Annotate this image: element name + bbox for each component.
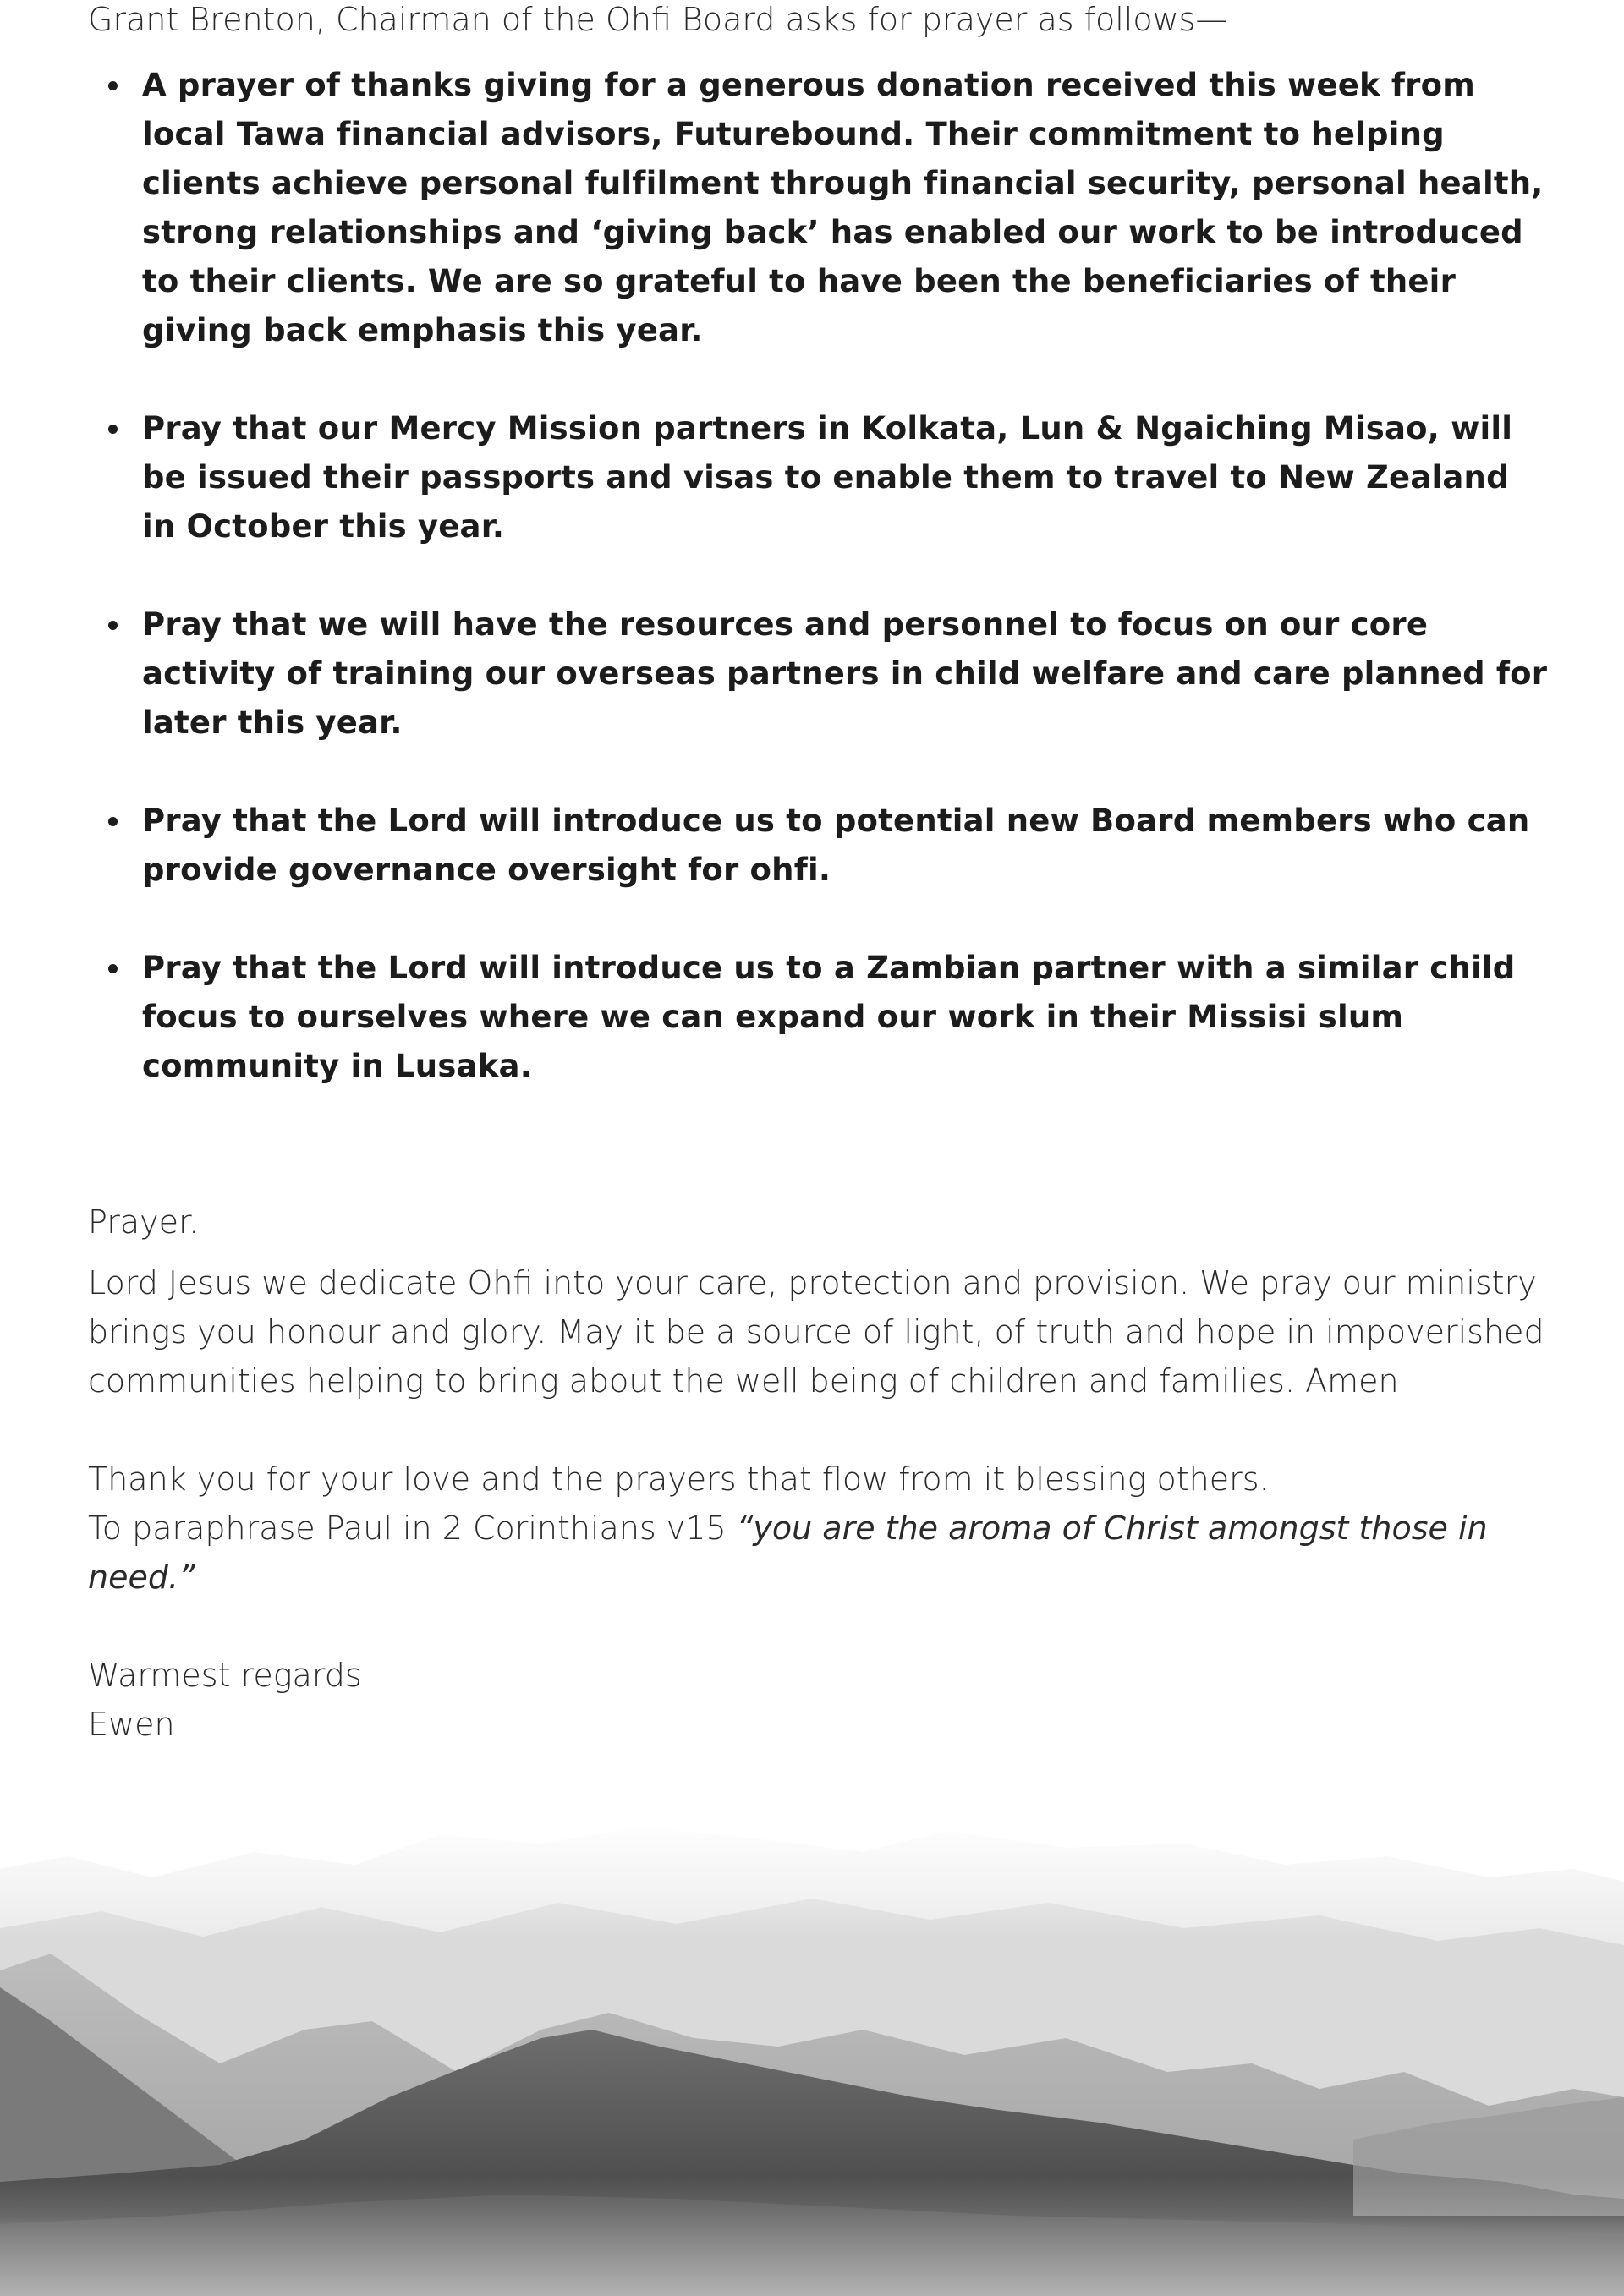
prayer-points-list (88, 61, 1551, 1140)
prayer-point-text: Pray that our Mercy Mission partners in Kolkata, Lun & Ngaiching Misao, will be issued their passports and visas to enable them to travel to New Zealand in October this year. (142, 410, 1513, 545)
scripture-quote: “you are the aroma of Christ amongst those in need.” (88, 1510, 1488, 1596)
list-item (88, 944, 1551, 1091)
spacer (88, 1406, 1551, 1455)
prayer-point-text: Pray that the Lord will introduce us to a Zambian partner with a similar child focus to ourselves where we can expand our work in their Missisi slum community in Lusaka. (142, 950, 1516, 1084)
bullet-icon (108, 81, 118, 90)
closing-section (88, 1197, 1551, 1749)
prayer-heading: Prayer. (88, 1203, 200, 1241)
list-item (88, 61, 1551, 355)
prayer-point-text: Pray that we will have the resources and personnel to focus on our core activity of training our overseas partners in child welfare and care planned for later this year. (142, 606, 1548, 741)
intro-line: Grant Brenton, Chairman of the Ohfi Board asks for prayer as follows— (88, 1, 1228, 38)
prayer-point-text: Pray that the Lord will introduce us to potential new Board members who can provide governance oversight for ohfi. (142, 803, 1530, 888)
prayer-body: Lord Jesus we dedicate Ohfi into your care, protection and provision. We pray our ministry brings you honour and glory. May it be a source of light, of truth and hope in impoverished communities helping to bring about the well being of children and families. Amen (88, 1264, 1544, 1400)
signature: Ewen (88, 1706, 175, 1743)
paraphrase-paragraph (88, 1504, 1551, 1602)
bullet-icon (108, 621, 118, 630)
bullet-icon (108, 425, 118, 434)
list-item (88, 404, 1551, 551)
spacer (88, 1602, 1551, 1651)
mountain-landscape-image (0, 1818, 1624, 2296)
bullet-icon (108, 817, 118, 826)
prayer-point-text: A prayer of thanks giving for a generous donation received this week from local Tawa financial advisors, Futurebound. Their commitment to helping clients achieve personal fulfilment through financial security, personal health, strong relationships and ‘giving back’ has enabled our work to be introduced to their clients. We are so grateful to have been the beneficiaries of their giving back emphasis this year. (142, 67, 1544, 348)
spacer (88, 1247, 1551, 1258)
thanks-line: Thank you for your love and the prayers that flow from it blessing others. (88, 1460, 1270, 1498)
paraphrase-lead: To paraphrase Paul in 2 Corinthians v15 (88, 1510, 737, 1547)
bottom-fade-overlay (0, 1818, 1624, 2296)
list-item (88, 600, 1551, 748)
list-item (88, 797, 1551, 895)
regards-line: Warmest regards (88, 1657, 362, 1694)
bullet-icon (108, 964, 118, 973)
